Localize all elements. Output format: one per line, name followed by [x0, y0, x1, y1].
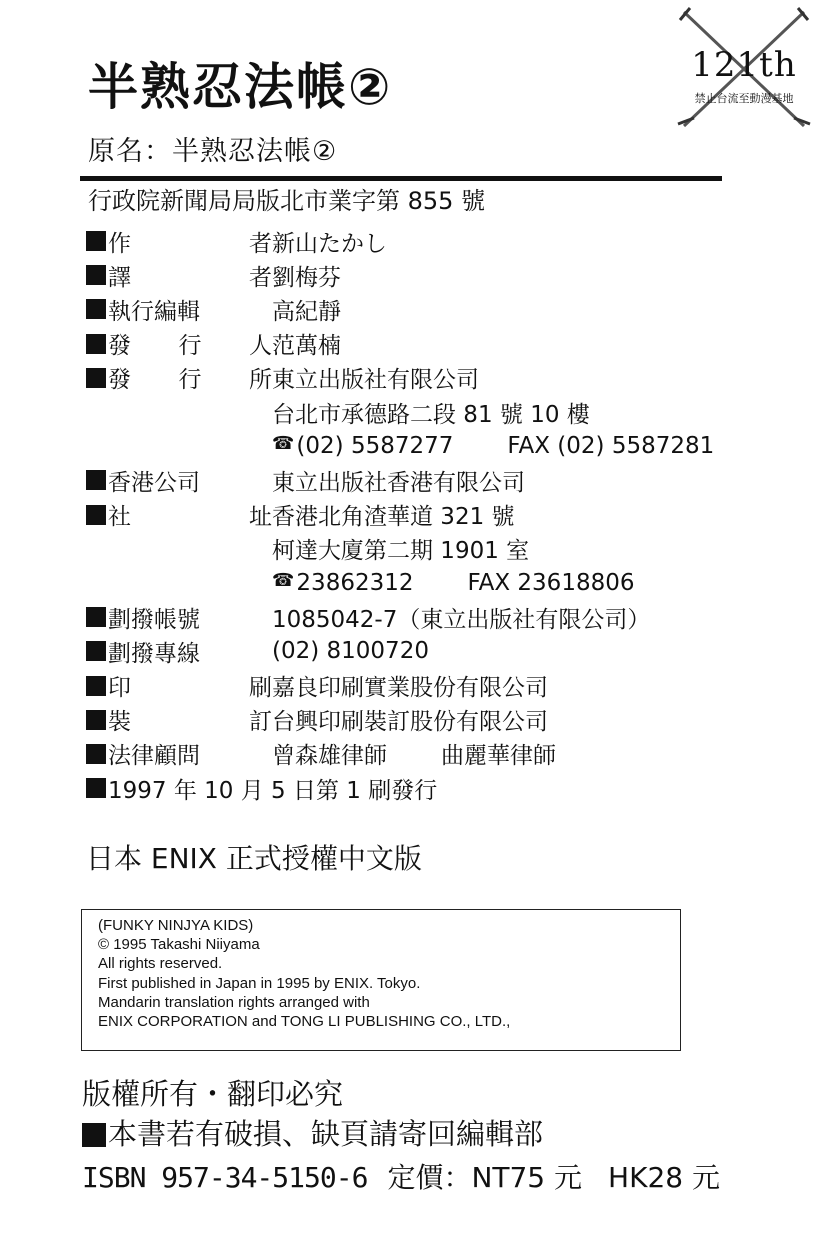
credit-value	[272, 327, 726, 360]
credit-value	[272, 669, 726, 702]
license-number: 行政院新聞局局版北市業字第 855 號	[88, 187, 486, 215]
copyright-box	[81, 909, 681, 1051]
credit-value-text: 23862312	[296, 569, 414, 596]
credit-value-text: 香港北角渣華道 321 號	[272, 504, 515, 531]
credit-label	[108, 498, 272, 531]
credit-value-text: 劉梅芬	[272, 264, 341, 291]
credit-label	[108, 737, 272, 770]
phone-icon: ☎	[272, 569, 295, 591]
credit-row	[86, 703, 726, 737]
credit-label-part: 劃撥專線	[108, 640, 200, 667]
credit-value	[272, 638, 726, 664]
credit-row	[86, 600, 726, 634]
watermark	[676, 6, 812, 130]
bullet-square-icon	[86, 744, 106, 764]
rights-reserved: 版權所有・翻印必究	[82, 1077, 344, 1111]
credit-label-part: 行	[178, 367, 202, 394]
credit-label-part: 人	[249, 333, 272, 360]
credit-label-part: 譯	[108, 264, 131, 291]
credit-row	[86, 224, 726, 258]
credit-row	[86, 737, 726, 771]
bullet-square-icon	[86, 505, 106, 525]
credit-value-text: 新山たかし	[272, 230, 387, 257]
credit-row	[86, 668, 726, 702]
credit-row	[86, 258, 726, 292]
bullet-square-icon	[86, 676, 106, 696]
original-name: 原名：半熟忍法帳②	[88, 136, 338, 167]
credit-value	[272, 532, 726, 565]
credit-label-part: 訂	[249, 709, 272, 736]
damage-notice	[82, 1117, 544, 1151]
credit-label-part: 劃撥帳號	[108, 606, 200, 633]
credit-value-text-2: 曲麗華律師	[441, 743, 556, 770]
credit-value-text-2: FAX 23618806	[467, 569, 635, 596]
credit-label	[108, 259, 272, 292]
bullet-square-icon	[86, 641, 106, 661]
isbn-price-line	[82, 1161, 720, 1194]
credit-label-part: 社	[108, 504, 131, 531]
credit-value	[272, 570, 726, 596]
credit-label-part: 者	[249, 230, 272, 257]
watermark-subtext: 禁止台流至動漫基地	[694, 92, 794, 105]
credit-value-text-2: FAX (02) 5587281	[507, 433, 715, 460]
credit-value	[272, 703, 726, 736]
credit-value	[272, 361, 726, 394]
credit-label	[108, 464, 272, 497]
bullet-square-icon	[82, 1123, 106, 1147]
credit-value-text: (02) 5587277	[296, 433, 454, 460]
credit-label-part: 作	[108, 230, 131, 257]
credit-label-part: 所	[249, 367, 272, 394]
credit-value	[272, 433, 726, 459]
bullet-square-icon	[86, 334, 106, 354]
copyright-line: First published in Japan in 1995 by ENIX. Tokyo.	[98, 974, 421, 992]
credit-label-part: 裝	[108, 709, 131, 736]
credit-value	[272, 396, 726, 429]
credit-label	[108, 635, 272, 668]
credit-value-text: (02) 8100720	[272, 638, 429, 665]
credit-value-text: 東立出版社香港有限公司	[272, 469, 525, 496]
credit-row	[86, 532, 726, 566]
edition-line: 日本 ENIX 正式授權中文版	[86, 842, 422, 875]
copyright-line: ENIX CORPORATION and TONG LI PUBLISHING CO., LTD.,	[98, 1013, 511, 1031]
credit-label	[108, 293, 272, 326]
divider	[80, 176, 722, 181]
bullet-square-icon	[86, 265, 106, 285]
credit-row	[86, 395, 726, 429]
book-title: 半熟忍法帳②	[88, 58, 393, 116]
credit-value	[272, 259, 726, 292]
copyright-line: (FUNKY NINJYA KIDS)	[98, 917, 254, 934]
credit-label-part: 發	[108, 333, 131, 360]
credit-value	[272, 601, 726, 634]
bullet-square-icon	[86, 299, 106, 319]
bullet-square-icon	[86, 607, 106, 627]
credit-label-part: 執行編輯	[108, 298, 200, 325]
credit-label-part: 者	[249, 264, 272, 291]
price-hk: HK28 元	[608, 1161, 720, 1194]
credit-row	[86, 327, 726, 361]
copyright-line: © 1995 Takashi Niiyama	[98, 936, 260, 954]
credit-label	[108, 703, 272, 736]
credit-value-text: 嘉良印刷實業股份有限公司	[272, 675, 548, 702]
credit-label-part: 刷	[249, 675, 272, 702]
credit-value	[272, 293, 726, 326]
credit-row	[86, 634, 726, 668]
credit-row	[86, 566, 726, 600]
credit-value	[272, 464, 726, 497]
credit-value-text: 台興印刷裝訂股份有限公司	[272, 709, 548, 736]
credit-value-text: 高紀靜	[272, 298, 341, 325]
credit-label	[108, 361, 272, 394]
credit-value-text: 范萬楠	[272, 333, 341, 360]
credit-value	[272, 737, 726, 770]
isbn: ISBN 957-34-5150-6	[82, 1161, 368, 1194]
credit-label	[108, 327, 272, 360]
credit-row	[86, 429, 726, 463]
credit-value-text: 東立出版社有限公司	[272, 367, 479, 394]
bullet-square-icon	[86, 231, 106, 251]
copyright-line: Mandarin translation rights arranged with	[98, 993, 370, 1011]
credit-label	[108, 601, 272, 634]
watermark-text: 121th	[691, 45, 797, 85]
credit-label	[108, 225, 272, 258]
credit-label	[108, 669, 272, 702]
bullet-square-icon	[86, 778, 106, 798]
credit-label-part: 行	[178, 333, 202, 360]
credit-row	[86, 498, 726, 532]
credit-value-text: 柯達大廈第二期 1901 室	[272, 538, 530, 565]
credit-value	[272, 498, 726, 531]
print-date-row	[86, 771, 726, 805]
bullet-square-icon	[86, 710, 106, 730]
credit-value-text: 1085042-7（東立出版社有限公司）	[272, 606, 651, 633]
credit-label-part: 香港公司	[108, 469, 200, 496]
credit-value	[272, 225, 726, 258]
credit-row	[86, 361, 726, 395]
credit-label-part: 法律顧問	[108, 743, 200, 770]
credit-value-text: 台北市承德路二段 81 號 10 樓	[272, 401, 590, 428]
copyright-line: All rights reserved.	[98, 955, 223, 973]
credit-label-part: 址	[249, 504, 272, 531]
credit-row	[86, 292, 726, 326]
bullet-square-icon	[86, 368, 106, 388]
credit-row	[86, 463, 726, 497]
phone-icon: ☎	[272, 433, 295, 455]
price-nt: 定價：NT75 元	[387, 1161, 583, 1194]
print-date: 1997 年 10 月 5 日第 1 刷發行	[108, 777, 438, 804]
credits-list	[86, 224, 726, 805]
credit-label-part: 印	[108, 675, 131, 702]
bullet-square-icon	[86, 470, 106, 490]
credit-label-part: 發	[108, 367, 131, 394]
credit-value-text: 曾森雄律師	[272, 743, 387, 770]
damage-notice-text: 本書若有破損、缺頁請寄回編輯部	[108, 1117, 544, 1151]
